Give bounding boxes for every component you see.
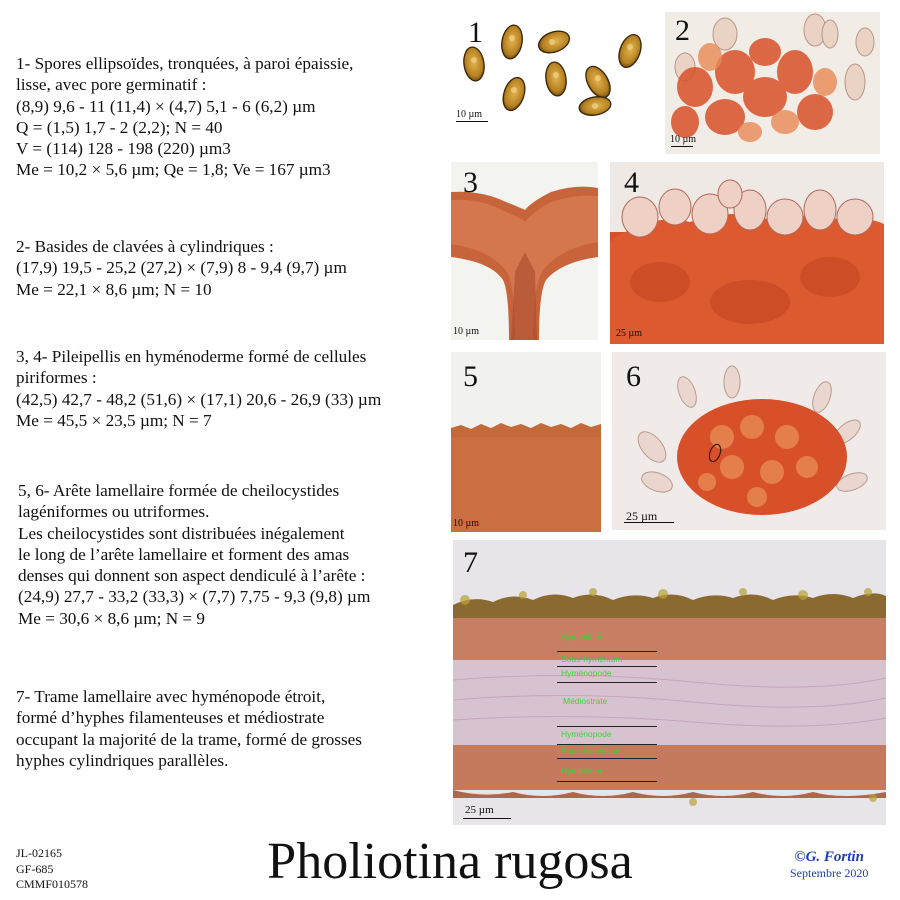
desc-line: le long de l’arête lamellaire et forment des amas	[18, 544, 350, 564]
desc-line: 7- Trame lamellaire avec hyménopode étroit,	[16, 687, 326, 706]
panel-number: 1	[468, 16, 483, 49]
scale-label: 25 µm	[465, 804, 494, 816]
desc-line: 2- Basides de clavées à cylindriques :	[16, 237, 274, 256]
species-title: Pholiotina rugosa	[267, 833, 633, 890]
desc-line: 1- Spores ellipsoïdes, tronquées, à paroi épaissie,	[16, 54, 354, 73]
scale-bar	[463, 818, 511, 819]
layer-label-hymenopode-top: Hyménopode	[561, 668, 612, 678]
panel-number: 2	[675, 14, 690, 47]
description-arete	[18, 480, 370, 629]
panel-number: 6	[626, 360, 641, 393]
author-signature	[790, 848, 868, 881]
desc-line: (17,9) 19,5 - 25,2 (27,2) × (7,9) 8 - 9,4 (9,7) µm	[16, 258, 347, 278]
panel-3-pileipellis	[451, 162, 598, 340]
desc-line: lisse, avec pore germinatif :	[16, 75, 207, 95]
cheilocystidia-illustration	[612, 352, 886, 530]
panel-6-cheilocystidia	[612, 352, 886, 530]
layer-divider	[557, 726, 657, 727]
desc-line: Les cheilocystides sont distribuées inégalement	[18, 523, 345, 543]
layer-label-subhymenium-top: Sous-hyménium	[561, 654, 623, 664]
signature-date: Septembre 2020	[790, 866, 869, 880]
desc-line: (42,5) 42,7 - 48,2 (51,6) × (17,1) 20,6 - 26,9 (33) µm	[16, 389, 382, 409]
scale-bar	[456, 121, 488, 122]
layer-label-hymenium-top: Hyménium	[561, 632, 602, 642]
layer-divider	[557, 744, 657, 745]
desc-line: Q = (1,5) 1,7 - 2 (2,2); N = 40	[16, 117, 223, 137]
code-line: CMMF010578	[16, 877, 89, 891]
desc-line: 3, 4- Pileipellis en hyménoderme formé de cellules	[16, 347, 367, 366]
scale-label: 25 µm	[616, 328, 643, 339]
desc-line: piriformes :	[16, 368, 97, 388]
description-pileipellis	[16, 346, 381, 431]
code-line: JL-02165	[16, 846, 62, 860]
description-spores	[16, 53, 353, 181]
lamella-trama-illustration	[453, 540, 886, 825]
layer-divider	[557, 666, 657, 667]
desc-line: Me = 30,6 × 8,6 µm; N = 9	[18, 608, 205, 628]
panel-7-lamella-trama	[453, 540, 886, 825]
layer-label-hymenium-bottom: Hyménium	[561, 766, 602, 776]
desc-line: Me = 22,1 × 8,6 µm; N = 10	[16, 279, 212, 299]
scale-label: 10 µm	[456, 109, 483, 120]
desc-line: hyphes cylindriques parallèles.	[16, 750, 229, 770]
author-name: ©G. Fortin	[794, 849, 864, 865]
layer-divider	[557, 682, 657, 683]
desc-line: V = (114) 128 - 198 (220) µm3	[16, 139, 231, 159]
description-basides	[16, 236, 347, 300]
layer-divider	[557, 781, 657, 782]
desc-line: (24,9) 27,7 - 33,2 (33,3) × (7,7) 7,75 - 9,3 (9,8) µm	[18, 587, 371, 607]
scale-label: 10 µm	[670, 134, 697, 145]
scale-label: 10 µm	[453, 326, 480, 337]
basidia-illustration	[665, 12, 880, 154]
scale-bar	[671, 146, 693, 147]
desc-line: Me = 45,5 × 23,5 µm; N = 7	[16, 410, 212, 430]
panel-number: 3	[463, 166, 478, 199]
description-trame	[16, 686, 362, 771]
panel-2-basidia	[665, 12, 880, 154]
desc-line: denses qui donnent son aspect dendiculé à l’arête :	[18, 566, 366, 586]
desc-line: Me = 10,2 × 5,6 µm; Qe = 1,8; Ve = 167 µm3	[16, 160, 331, 180]
desc-line: formé d’hyphes filamenteuses et médiostrate	[16, 708, 325, 728]
code-line: GF-685	[16, 861, 54, 876]
layer-label-subhymenium-bottom: Sous-hyménium	[561, 746, 623, 756]
desc-line: (8,9) 9,6 - 11 (11,4) × (4,7) 5,1 - 6 (6,2) µm	[16, 96, 316, 116]
scale-label: 10 µm	[453, 518, 480, 529]
panel-number: 4	[624, 166, 639, 199]
panel-4-pileipellis-cells	[610, 162, 884, 344]
author-name-text: G. Fortin	[805, 849, 864, 865]
panel-number: 7	[463, 546, 478, 579]
scale-label: 25 µm	[626, 509, 658, 523]
panel-number: 5	[463, 360, 478, 393]
layer-divider	[557, 758, 657, 759]
panel-1-spores	[452, 14, 652, 129]
desc-line: lagéniformes ou utriformes.	[18, 502, 210, 522]
desc-line: 5, 6- Arête lamellaire formée de cheilocystides	[18, 481, 340, 500]
layer-label-mediostrate: Médiostrate	[563, 696, 608, 706]
panel-5-lamella-edge	[451, 352, 601, 532]
layer-divider	[557, 651, 657, 652]
layer-label-hymenopode-bottom: Hyménopode	[561, 729, 612, 739]
desc-line: occupant la majorité de la trame, formé de grosses	[16, 729, 362, 749]
piriform-cells-illustration	[610, 162, 884, 344]
